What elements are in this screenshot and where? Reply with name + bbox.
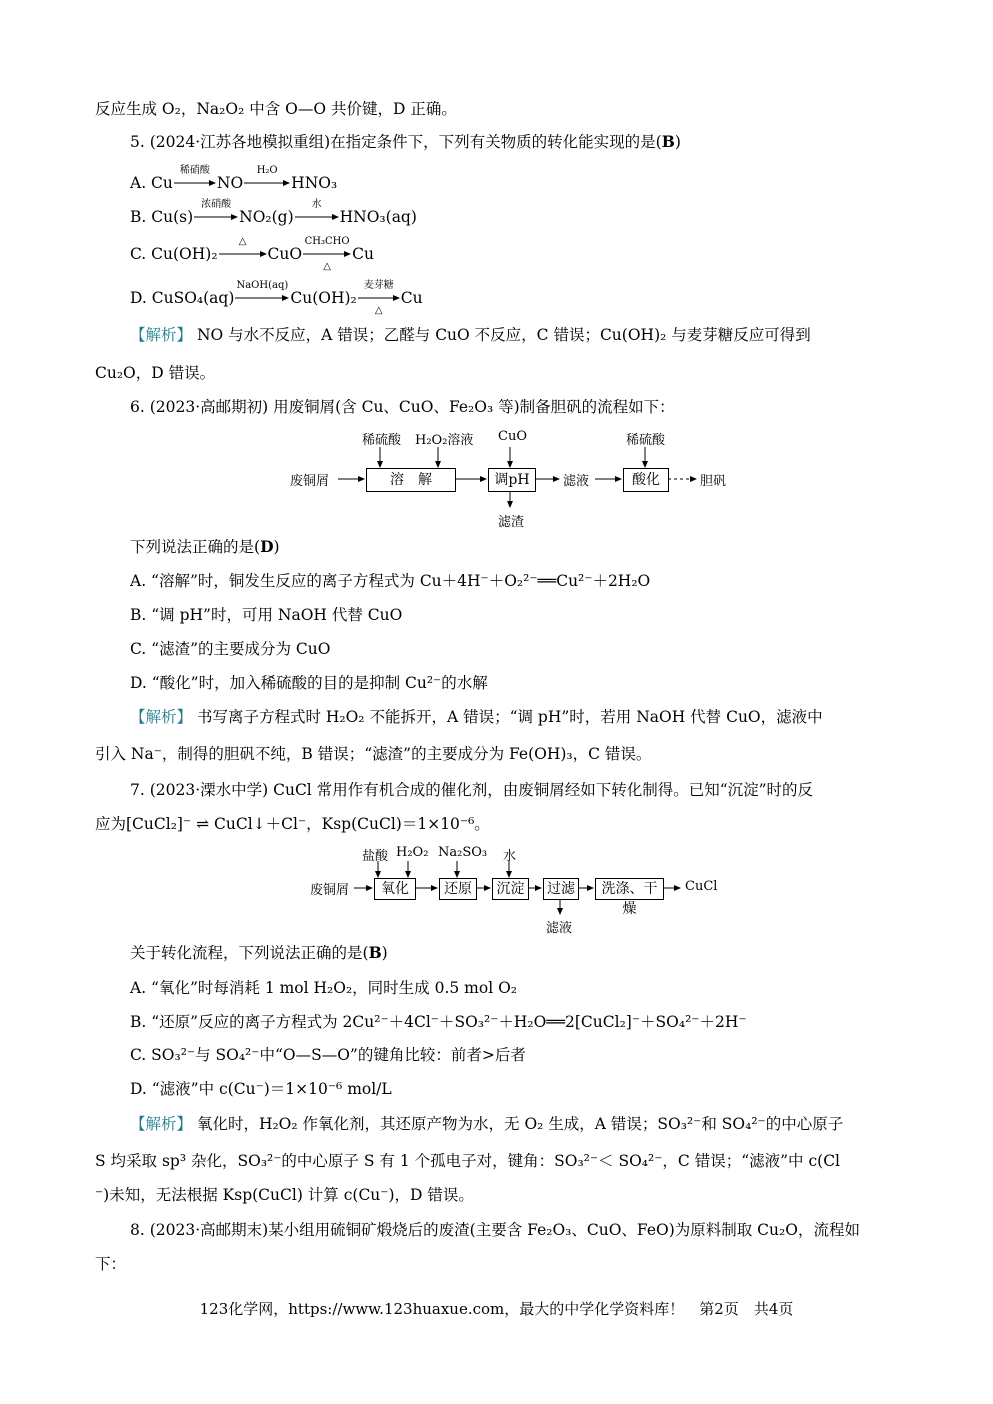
text-line: 应为[CuCl₂]⁻ ⇌ CuCl↓＋Cl⁻，Ksp(CuCl)＝1×10⁻⁶。 bbox=[95, 815, 490, 833]
option-5c bbox=[130, 236, 374, 272]
text-line: ⁻)未知，无法根据 Ksp(CuCl) 计算 c(Cu⁻)，D 错误。 bbox=[95, 1186, 474, 1204]
condition-label: △ bbox=[374, 305, 383, 316]
stem-text: 下列说法正确的是( bbox=[130, 538, 261, 556]
reaction-arrow bbox=[235, 280, 289, 303]
option-7d: D. “滤液”中 c(Cu⁻)＝1×10⁻⁶ mol/L bbox=[130, 1080, 392, 1098]
intermediate: CuO bbox=[267, 245, 303, 263]
condition-label: △ bbox=[238, 236, 247, 247]
paren: ) bbox=[674, 133, 681, 151]
answer: D bbox=[260, 537, 274, 556]
option-6d: D. “酸化”时，加入稀硫酸的目的是抑制 Cu²⁻的水解 bbox=[130, 674, 488, 692]
analysis-tag: 【解析】 bbox=[130, 326, 193, 344]
option-5d bbox=[130, 280, 423, 316]
question-text: 5. (2024·江苏各地模拟重组)在指定条件下，下列有关物质的转化能实现的是( bbox=[130, 133, 662, 151]
question-6-stem bbox=[130, 536, 280, 558]
answer: B bbox=[368, 943, 382, 962]
reactant: B. Cu(s) bbox=[130, 208, 194, 226]
feed-label: 废铜屑 bbox=[290, 474, 330, 489]
reagent-label: 水 bbox=[503, 849, 517, 864]
arrow-icon bbox=[219, 249, 267, 259]
reaction-arrow bbox=[219, 236, 267, 259]
step-box-wash-dry: 洗涤、干燥 bbox=[595, 878, 664, 900]
question-5 bbox=[130, 131, 681, 153]
reagent-label: 稀硫酸 bbox=[362, 433, 402, 448]
product: Cu bbox=[400, 289, 423, 307]
analysis-7 bbox=[130, 1113, 843, 1135]
reagent-label: 浓硝酸 bbox=[201, 199, 232, 210]
arrow-icon bbox=[303, 249, 351, 259]
step-box-reduce: 还原 bbox=[439, 878, 477, 900]
question-7: 7. (2023·溧水中学) CuCl 常用作有机合成的催化剂，由废铜屑经如下转化制得。已知“沉淀”时的反 bbox=[130, 781, 814, 799]
product-label: CuCl bbox=[685, 879, 718, 894]
feed-label: 废铜屑 bbox=[310, 883, 350, 898]
question-8: 8. (2023·高邮期末)某小组用硫铜矿煅烧后的废渣(主要含 Fe₂O₃、CuO、FeO)为原料制取 Cu₂O，流程如 bbox=[130, 1221, 860, 1239]
intermediate: NO bbox=[216, 174, 244, 192]
reaction-arrow bbox=[174, 165, 216, 188]
option-7a: A. “氧化”时每消耗 1 mol H₂O₂，同时生成 0.5 mol O₂ bbox=[130, 979, 518, 997]
step-box-filter: 过滤 bbox=[543, 878, 579, 900]
reagent-label: CuO bbox=[498, 429, 527, 444]
reagent-label: H₂O bbox=[256, 165, 278, 176]
text-line: 反应生成 O₂，Na₂O₂ 中含 O—O 共价键，D 正确。 bbox=[95, 100, 457, 118]
option-5a bbox=[130, 165, 338, 194]
option-5b bbox=[130, 199, 417, 228]
reagent-label: CH₃CHO bbox=[304, 236, 350, 247]
arrow-icon bbox=[194, 212, 238, 222]
arrow-icon bbox=[244, 178, 290, 188]
residue-label: 滤渣 bbox=[498, 515, 525, 530]
analysis-text: 氧化时，H₂O₂ 作氧化剂，其还原产物为水，无 O₂ 生成，A 错误；SO₃²⁻和 SO₄²⁻的中心原子 bbox=[192, 1115, 844, 1133]
arrow-icon bbox=[358, 293, 400, 303]
option-7c: C. SO₃²⁻与 SO₄²⁻中“O—S—O”的键角比较：前者>后者 bbox=[130, 1046, 526, 1064]
reagent-label: H₂O₂溶液 bbox=[415, 433, 474, 448]
product: HNO₃ bbox=[291, 174, 338, 192]
paren: ) bbox=[381, 944, 388, 962]
question-7-stem bbox=[130, 942, 388, 964]
page-footer: 123化学网，https://www.123huaxue.com，最大的中学化学资料库！ 第2页 共4页 bbox=[199, 1300, 794, 1318]
reagent-label: 盐酸 bbox=[362, 849, 389, 864]
step-box-precipitate: 沉淀 bbox=[492, 878, 529, 900]
intermediate: Cu(OH)₂ bbox=[290, 289, 357, 307]
analysis-5 bbox=[130, 324, 811, 346]
step-box-oxidize: 氧化 bbox=[374, 878, 416, 900]
reagent-label: NaOH(aq) bbox=[236, 280, 289, 291]
text-line: 下： bbox=[95, 1255, 127, 1273]
analysis-tag: 【解析】 bbox=[130, 708, 193, 726]
product-label: 胆矾 bbox=[700, 474, 727, 489]
flowchart-1 bbox=[290, 425, 740, 530]
step-box-acidify: 酸化 bbox=[623, 468, 669, 492]
reaction-arrow bbox=[244, 165, 290, 188]
question-6: 6. (2023·高邮期初) 用废铜屑(含 Cu、CuO、Fe₂O₃ 等)制备胆矾的流程如下： bbox=[130, 398, 675, 416]
reagent-label: 稀硝酸 bbox=[179, 165, 210, 176]
answer: B bbox=[661, 132, 675, 151]
step-box-ph: 调pH bbox=[488, 468, 536, 492]
reagent-label: Na₂SO₃ bbox=[438, 845, 488, 860]
option-6c: C. “滤渣”的主要成分为 CuO bbox=[130, 640, 331, 658]
analysis-text: 书写离子方程式时 H₂O₂ 不能拆开，A 错误；“调 pH”时，若用 NaOH 代替 CuO，滤液中 bbox=[192, 708, 823, 726]
arrow-icon bbox=[235, 293, 289, 303]
analysis-tag: 【解析】 bbox=[130, 1115, 193, 1133]
product: HNO₃(aq) bbox=[339, 208, 417, 226]
option-6a: A. “溶解”时，铜发生反应的离子方程式为 Cu＋4H⁻＋O₂²⁻══Cu²⁻＋2H₂O bbox=[130, 572, 651, 590]
reactant: D. CuSO₄(aq) bbox=[130, 289, 235, 307]
reaction-arrow bbox=[358, 280, 400, 316]
analysis-6 bbox=[130, 706, 823, 728]
reagent-label: 麦芽糖 bbox=[363, 280, 394, 291]
filtrate-label: 滤液 bbox=[546, 921, 573, 936]
arrow-icon bbox=[295, 212, 339, 222]
option-7b: B. “还原”反应的离子方程式为 2Cu²⁻＋4Cl⁻＋SO₃²⁻＋H₂O══2[CuCl₂]⁻＋SO₄²⁻＋2H⁻ bbox=[130, 1013, 747, 1031]
reagent-label: H₂O₂ bbox=[396, 845, 429, 860]
text-line: S 均采取 sp³ 杂化，SO₃²⁻的中心原子 S 有 1 个孤电子对，键角：SO₃²⁻＜ SO₄²⁻，C 错误；“滤液”中 c(Cl bbox=[95, 1152, 841, 1170]
text-line: Cu₂O，D 错误。 bbox=[95, 364, 216, 382]
condition-label: △ bbox=[323, 261, 331, 272]
reagent-label: 稀硫酸 bbox=[626, 433, 666, 448]
reactant: A. Cu bbox=[130, 174, 173, 192]
analysis-text: NO 与水不反应，A 错误；乙醛与 CuO 不反应，C 错误；Cu(OH)₂ 与麦芽糖反应可得到 bbox=[192, 326, 811, 344]
filtrate-label: 滤液 bbox=[563, 474, 590, 489]
text-line: 引入 Na⁻，制得的胆矾不纯，B 错误；“滤渣”的主要成分为 Fe(OH)₃，C 错误。 bbox=[95, 745, 652, 763]
product: Cu bbox=[352, 245, 374, 263]
reaction-arrow bbox=[295, 199, 339, 222]
intermediate: NO₂(g) bbox=[239, 208, 294, 226]
reactant: C. Cu(OH)₂ bbox=[130, 245, 218, 263]
reaction-arrow bbox=[194, 199, 238, 222]
option-6b: B. “调 pH”时，可用 NaOH 代替 CuO bbox=[130, 606, 403, 624]
paren: ) bbox=[273, 538, 280, 556]
reaction-arrow bbox=[303, 236, 351, 272]
reagent-label: 水 bbox=[311, 199, 322, 210]
arrow-icon bbox=[174, 178, 216, 188]
stem-text: 关于转化流程，下列说法正确的是( bbox=[130, 944, 369, 962]
flowchart-2 bbox=[310, 843, 730, 935]
step-box-dissolve: 溶 解 bbox=[366, 468, 456, 492]
